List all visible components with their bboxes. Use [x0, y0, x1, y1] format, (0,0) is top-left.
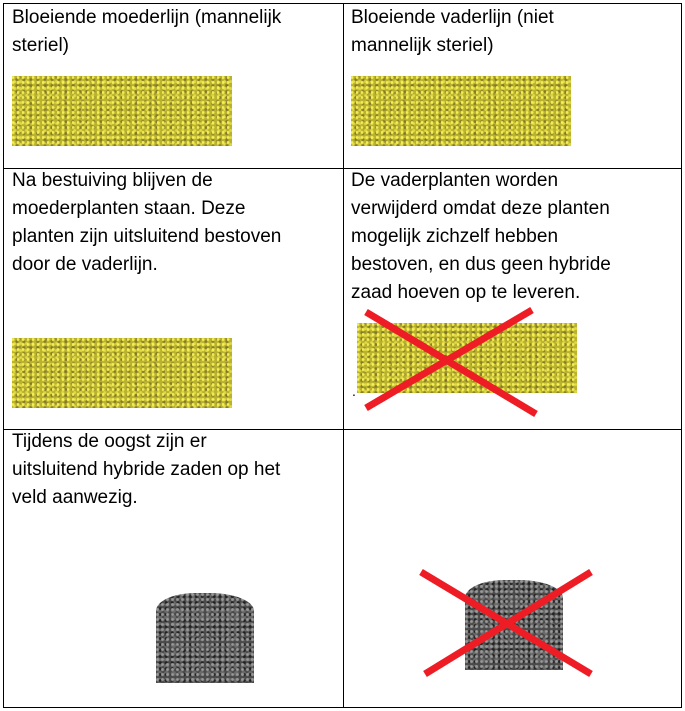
- red-cross-icon: [360, 306, 545, 421]
- rapeseed-field-image: [351, 76, 571, 146]
- cell-harvest-text: Tijdens de oogst zijn er uitsluitend hybride zaden op het veld aanwezig.: [12, 431, 281, 508]
- cell-father-line-text: Bloeiende vaderlijn (niet mannelijk steriel): [351, 7, 554, 56]
- hybrid-seeds-image: [156, 593, 254, 683]
- cell-father-removed-text: De vaderplanten worden verwijderd omdat deze planten mogelijk zichzelf hebben bestoven, en dus geen hybride zaad hoeven op te leveren.: [351, 170, 611, 303]
- column-divider: [343, 4, 344, 707]
- stray-dot: .: [352, 383, 356, 399]
- red-cross-icon: [415, 566, 600, 681]
- cell-mother-line-text: Bloeiende moederlijn (mannelijk steriel): [12, 7, 282, 56]
- rapeseed-field-image: [12, 76, 232, 146]
- cell-after-pollination-text: Na bestuiving blijven de moederplanten staan. Deze planten zijn uitsluitend bestoven door de vaderlijn.: [12, 170, 282, 275]
- rapeseed-field-image: [12, 338, 232, 408]
